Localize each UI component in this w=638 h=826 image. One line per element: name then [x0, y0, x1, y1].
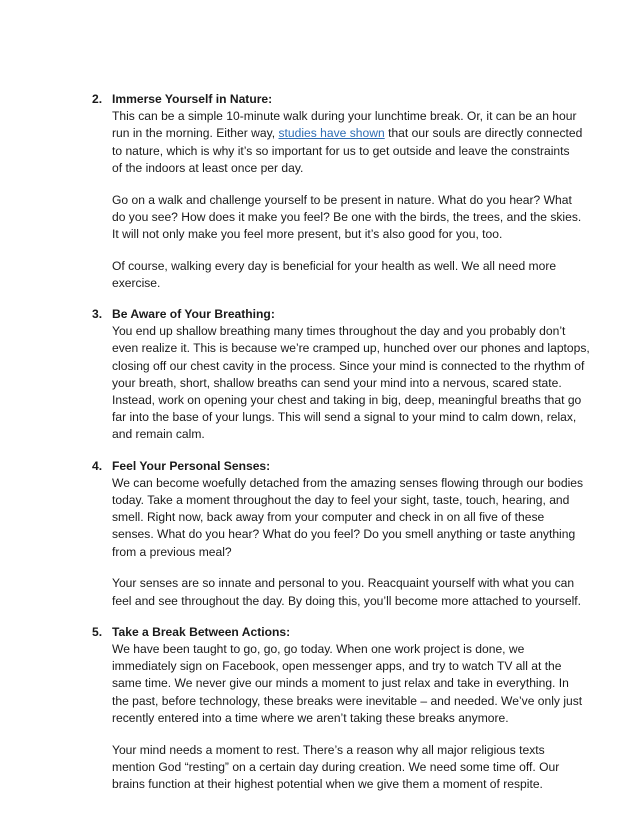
text-segment: Your mind needs a moment to rest. There’s a reason why all major religious texts — [112, 742, 545, 757]
text-segment: This can be a simple 10-minute walk during your lunchtime break. Or, it can be an hour — [112, 109, 577, 124]
text-line — [112, 593, 582, 610]
text-segment: to nature, which is why it’s so important for us to get outside and leave the constraints — [112, 143, 570, 158]
text-segment: We have been taught to go, go, go today. When one work project is done, we — [112, 641, 525, 656]
list-item — [92, 458, 584, 610]
text-segment: the past, before technology, these breaks were inevitable – and needed. We’ve only just — [112, 693, 583, 708]
text-segment: closing off our chest cavity in the process. Since your mind is connected to the rhythm of — [112, 358, 585, 373]
text-segment: and remain calm. — [112, 427, 205, 442]
list-item-number: 3. — [92, 307, 103, 322]
text-segment: You end up shallow breathing many times throughout the day and you probably don’t — [112, 324, 566, 339]
list-item-number: 4. — [92, 458, 103, 473]
text-segment: that our souls are directly connected — [384, 126, 583, 141]
list-item-number: 2. — [92, 92, 103, 106]
text-segment: do you see? How does it make you feel? Be one with the birds, the trees, and the skies. — [112, 209, 582, 224]
text-segment: feel and see throughout the day. By doing this, you’ll become more attached to yourself. — [112, 593, 582, 608]
text-line — [112, 759, 570, 776]
text-line — [112, 275, 570, 292]
text-line — [112, 742, 570, 759]
text-line — [112, 575, 575, 592]
text-line — [112, 108, 577, 125]
text-line — [112, 375, 570, 392]
text-segment: from a previous meal? — [112, 544, 232, 559]
text-segment: smell. Right now, back away from your computer and check in on all five of these — [112, 510, 545, 525]
text-segment: even realize it. This is because we’re cramped up, hunched over our phones and laptops, — [112, 341, 590, 356]
text-segment: It will not only make you feel more present, but it’s also good for you, too. — [112, 226, 503, 241]
section-heading: Be Aware of Your Breathing: — [112, 307, 275, 322]
body-paragraph — [112, 258, 570, 292]
text-segment: today. Take a moment throughout the day to feel your sight, taste, touch, hearing, and — [112, 493, 570, 508]
text-segment: Go on a walk and challenge yourself to be present in nature. What do you hear? What — [112, 192, 572, 207]
text-line — [112, 323, 570, 340]
text-segment: We can become woefully detached from the amazing senses flowing through our bodies — [112, 475, 584, 490]
text-line — [112, 143, 570, 160]
section-heading: Feel Your Personal Senses: — [112, 458, 271, 473]
text-segment: recently entered into a time where we aren’t taking these breaks anymore. — [112, 710, 509, 725]
text-segment: brains function at their highest potential when we give them a moment of respite. — [112, 776, 543, 791]
text-segment: your breath, short, shallow breaths can send your mind into a nervous, scared state. — [112, 375, 562, 390]
text-segment: immediately sign on Facebook, open messenger apps, and try to watch TV all at the — [112, 659, 562, 674]
text-segment: exercise. — [112, 275, 161, 290]
text-line — [112, 209, 582, 226]
text-line — [112, 258, 570, 275]
body-paragraph — [112, 108, 583, 177]
text-line — [112, 675, 570, 692]
text-segment: same time. We never give our minds a moment to just relax and take in everything. In — [112, 676, 569, 691]
list-item — [92, 624, 583, 793]
text-line — [112, 658, 570, 675]
text-line — [112, 641, 570, 658]
text-line — [112, 192, 570, 209]
list-item — [92, 306, 590, 444]
text-line — [112, 509, 570, 526]
text-segment: senses. What do you hear? What do you feel? Do you smell anything or taste anything — [112, 527, 576, 542]
text-line — [112, 426, 570, 443]
text-line — [112, 492, 570, 509]
text-line — [112, 125, 583, 142]
text-segment: of the indoors at least once per day. — [112, 160, 304, 175]
body-paragraph — [112, 323, 590, 443]
body-paragraph — [112, 475, 584, 561]
list-item — [92, 91, 583, 292]
numbered-list — [92, 91, 590, 807]
list-item-number: 5. — [92, 624, 103, 639]
text-segment: Your senses are so innate and personal to you. Reacquaint yourself with what you can — [112, 576, 575, 591]
text-line — [112, 475, 584, 492]
text-line — [112, 358, 585, 375]
text-segment: Instead, work on opening your chest and taking in big, deep, meaningful breaths that go — [112, 393, 582, 408]
text-line — [112, 544, 570, 561]
section-heading: Take a Break Between Actions: — [112, 624, 291, 639]
text-segment: far into the base of your lungs. This will send a signal to your mind to calm down, relax, — [112, 410, 577, 425]
text-line — [112, 392, 582, 409]
section-heading: Immerse Yourself in Nature: — [112, 92, 273, 106]
body-paragraph — [112, 575, 582, 609]
text-segment: mention God “resting” on a certain day during creation. We need some time off. Our — [112, 759, 560, 774]
text-line — [112, 409, 577, 426]
text-segment: run in the morning. Either way, — [112, 126, 279, 141]
text-line — [112, 776, 570, 793]
body-paragraph — [112, 192, 582, 244]
body-paragraph — [112, 641, 583, 727]
text-line — [112, 693, 583, 710]
studies-link[interactable]: studies have shown — [278, 126, 385, 141]
text-line — [112, 710, 570, 727]
text-line — [112, 226, 570, 243]
text-line — [112, 526, 576, 543]
text-line — [112, 340, 590, 357]
text-segment: Of course, walking every day is beneficial for your health as well. We all need more — [112, 258, 557, 273]
text-line — [112, 160, 570, 177]
body-paragraph — [112, 742, 570, 794]
